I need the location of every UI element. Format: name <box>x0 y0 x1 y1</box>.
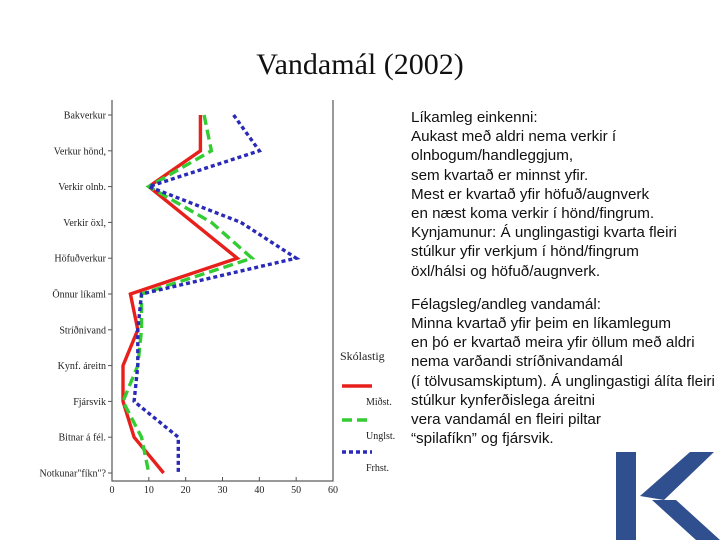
category-label: Bitnar á fél. <box>58 432 106 444</box>
series-line <box>123 115 252 473</box>
paragraph-social: Félagsleg/andleg vandamál: Minna kvartað yfir þeim en líkamlegum en þó er kvartað meira yfir öllum með aldri nema varðandi stríðnivandamál (í tölvusamskiptum). Á unglingastigi álíta fleiri stúlkur kynferðislega áreitni vera vandamál en fleiri piltar “spilafíkn” og fjársvik. <box>411 295 715 448</box>
paragraph-physical: Líkamleg einkenni: Aukast með aldri nema verkir í olnbogum/handleggjum, sem kvartað er minnst yfir. Mest er kvartað yfir höfuð/augnverk en næst koma verkir í hönd/fingrum. Kynjamunur: Á unglingastigi kvarta fleiri stúlkur yfir verkjum í hönd/fingrum öxl/hálsi og höfuð/augnverk. <box>411 109 677 280</box>
text-body <box>411 108 719 462</box>
series-line <box>134 115 296 473</box>
slide-title: Vandamál (2002) <box>256 48 464 81</box>
x-tick-label: 20 <box>180 485 191 496</box>
legend-title: Skólastig <box>340 349 385 363</box>
x-tick-label: 10 <box>143 485 154 496</box>
legend-label: Miðst. <box>366 397 392 408</box>
category-label: Verkir öxl, <box>63 217 106 229</box>
category-label: Höfuðverkur <box>54 253 106 265</box>
x-tick-label: 60 <box>328 485 338 496</box>
legend-label: Frhst. <box>366 463 390 474</box>
legend-label: Unglst. <box>366 431 396 442</box>
category-label: Kynf. áreitn <box>57 361 106 373</box>
category-label: Stríðnivand <box>59 325 106 337</box>
category-label: Notkunar"fíkn"? <box>39 468 106 480</box>
category-label: Bakverkur <box>63 110 106 122</box>
category-label: Önnur líkaml <box>52 289 106 301</box>
x-tick-label: 30 <box>217 485 228 496</box>
logo-k-stem <box>616 452 636 540</box>
x-tick-label: 0 <box>109 485 115 496</box>
x-tick-label: 40 <box>254 485 265 496</box>
logo-k-lower-arm <box>652 500 720 540</box>
line-chart <box>0 100 410 540</box>
category-label: Verkir olnb. <box>58 182 106 194</box>
x-tick-label: 50 <box>291 485 302 496</box>
category-label: Verkur hönd, <box>53 146 106 158</box>
category-label: Fjársvik <box>73 396 106 408</box>
